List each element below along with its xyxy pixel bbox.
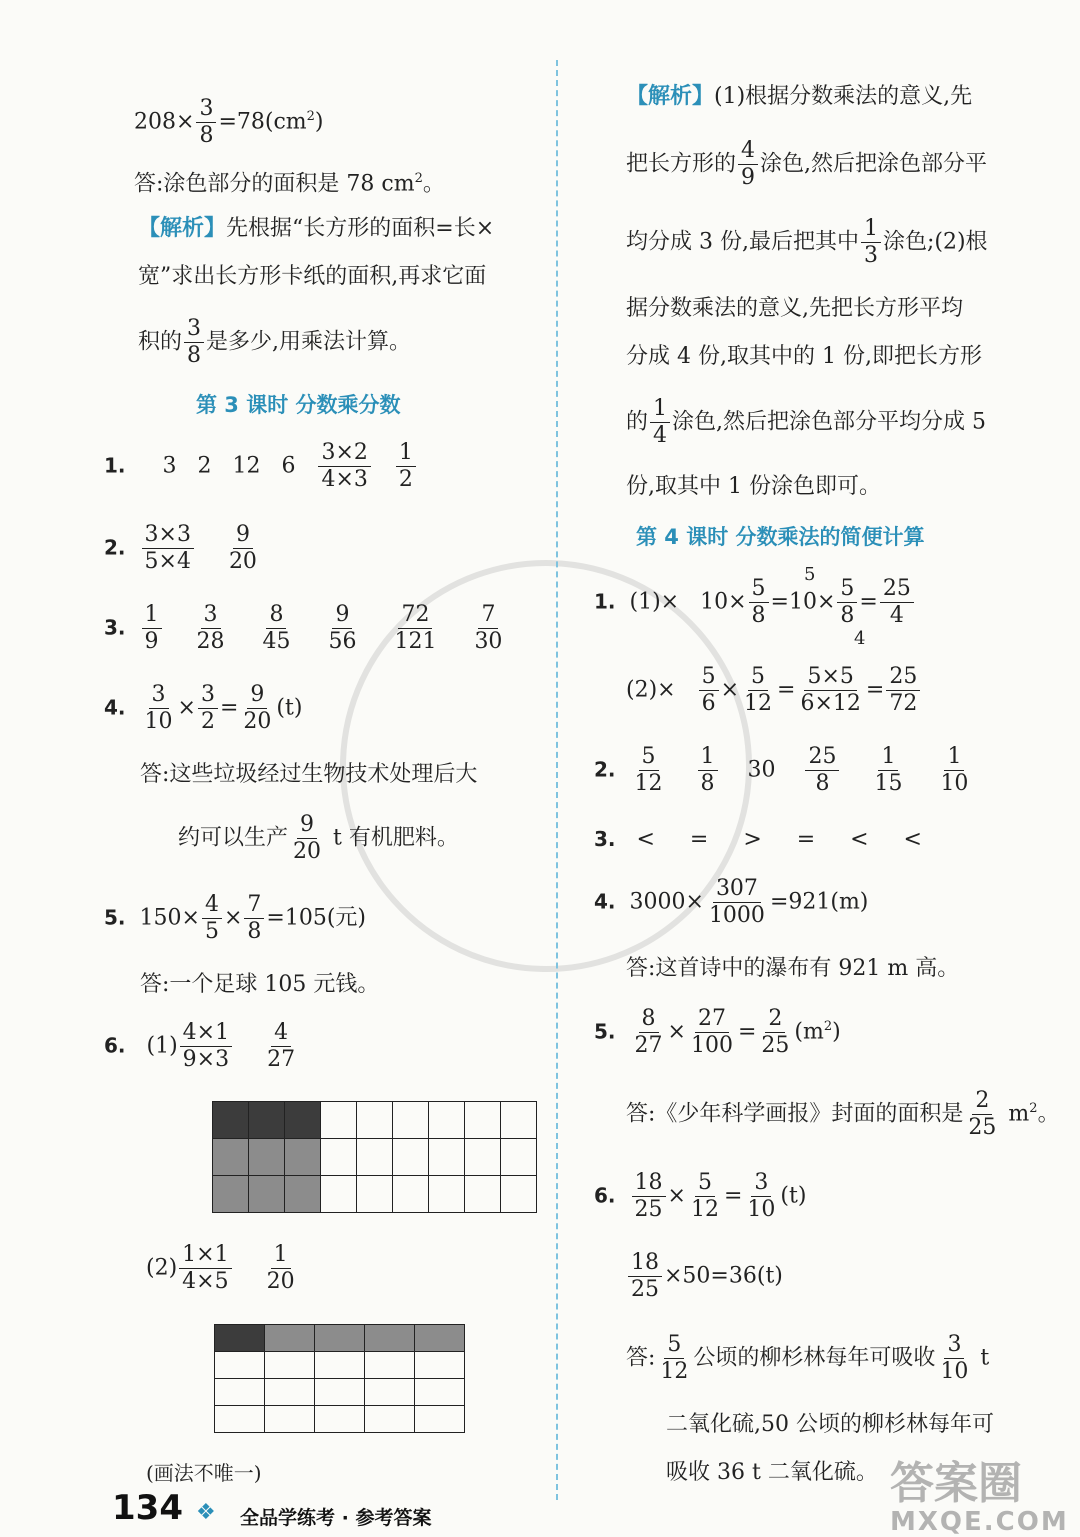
r3: 3. < = > = < < (594, 827, 922, 852)
site-watermark: 答案圈 MXQE.COM (890, 1458, 1069, 1537)
q3: 3. $\frac{1}{9}$ $\frac{3}{28}$ $\frac{8}{45}$ $\frac{9}{56}$ $\frac{72}{121}$ $\frac{7}{30}$ (104, 602, 507, 655)
r1-part1: 1. (1)× 10× $\frac{5}{8}$ =10× $\frac{5}{8}$ = $\frac{25}{4}$ (594, 576, 916, 629)
shading-grid-9x3 (212, 1101, 537, 1213)
r4: 4. 3000× $\frac{307}{1000}$ =921(m) (594, 876, 869, 928)
fraction: $\frac{7}{8}$ (244, 892, 264, 945)
r5: 5. $\frac{8}{27}$ × $\frac{27}{100}$ = $\frac{2}{25}$ $(m^2)$ (594, 1006, 841, 1058)
right-analysis-line4: 据分数乘法的意义,先把长方形平均 (626, 296, 963, 321)
r6-line1: 6. $\frac{18}{25}$ × $\frac{5}{12}$ = $\frac{3}{10}$ (t) (594, 1170, 807, 1222)
fraction: $\frac{5}{12}$ (660, 1332, 689, 1384)
fraction: $\frac{3}{8}$ (196, 96, 216, 149)
r5-answer: 答:《少年科学画报》封面的面积是 $\frac{2}{25}$ $m^2$。 (626, 1088, 1060, 1140)
shading-grid-5x4 (214, 1324, 465, 1433)
left-analysis-line3: 积的 $\frac{3}{8}$ 是多少,用乘法计算。 (138, 316, 412, 368)
fraction: $\frac{8}{27}$ (634, 1006, 663, 1058)
cancel-top: 5 (804, 564, 816, 585)
right-analysis-line7: 份,取其中 1 份涂色即可。 (626, 474, 881, 499)
fraction: $\frac{5}{12}$ (690, 1170, 719, 1222)
fraction: $\frac{5}{12}$ (634, 744, 663, 796)
fraction: $\frac{1\times 1}{4\times 5}$ (179, 1242, 231, 1295)
fraction: $\frac{3}{8}$ (184, 316, 204, 369)
fraction: $\frac{1}{20}$ (266, 1242, 295, 1294)
fraction: $\frac{18}{25}$ (628, 1250, 662, 1303)
fraction: $\frac{3}{28}$ (196, 602, 225, 654)
fraction: $\frac{8}{45}$ (262, 602, 291, 654)
fraction: $\frac{4}{27}$ (267, 1020, 296, 1072)
fraction: $\frac{4}{9}$ (738, 138, 758, 191)
fraction: $\frac{5}{8}$ (749, 576, 769, 629)
q4: 4. $\frac{3}{10}$ × $\frac{3}{2}$ = $\frac{9}{20}$ (t) (104, 682, 303, 734)
fraction: $\frac{5}{12}$ (744, 664, 773, 716)
lesson3-title: 第 3 课时 分数乘分数 (196, 393, 401, 417)
fraction: $\frac{4}{5}$ (202, 892, 222, 945)
r6-answer-line2: 二氧化硫,50 公顷的柳杉林每年可 (666, 1412, 994, 1437)
fraction: $\frac{9}{56}$ (328, 602, 357, 654)
page-number: 134 (112, 1488, 183, 1528)
q4-answer-line1: 答:这些垃圾经过生物技术处理后大 (140, 762, 478, 787)
fraction: $\frac{1}{15}$ (874, 744, 903, 796)
fraction: $\frac{5}{6}$ (699, 664, 719, 717)
diamond-icon: ❖ (196, 1500, 216, 1525)
fraction: $\frac{9}{20}$ (243, 682, 272, 734)
fraction: $\frac{307}{1000}$ (708, 876, 765, 928)
fraction: $\frac{1}{8}$ (698, 744, 718, 797)
area-calc: 208× $\frac{3}{8}$ $=78(cm^2)$ (134, 96, 324, 148)
area-answer: 答:涂色部分的面积是 78 $cm^2$。 (134, 171, 445, 197)
q2: 2. $\frac{3\times 3}{5\times 4}$ $\frac{9}{20}$ (104, 522, 262, 575)
fraction: $\frac{3}{10}$ (144, 682, 173, 734)
fraction: $\frac{1}{10}$ (940, 744, 969, 796)
r6-answer-line1: 答: $\frac{5}{12}$ 公顷的柳杉林每年可吸收 $\frac{3}{10}$ t (626, 1332, 990, 1384)
fraction: $\frac{1}{9}$ (142, 602, 162, 655)
left-analysis-line1: 【解析】先根据“长方形的面积=长× (138, 216, 495, 241)
r6-answer-line3: 吸收 36 t 二氧化硫。 (666, 1460, 878, 1485)
fraction: $\frac{9}{20}$ (228, 522, 257, 574)
fraction: $\frac{1}{4}$ (650, 396, 670, 449)
fraction: $\frac{5}{8}$ (837, 576, 857, 629)
fraction: $\frac{3\times 3}{5\times 4}$ (142, 522, 194, 575)
q6-part1: 6. (1) $\frac{4\times 1}{9\times 3}$ $\frac{4}{27}$ (104, 1020, 300, 1073)
fraction: $\frac{4\times 1}{9\times 3}$ (180, 1020, 232, 1073)
fraction: $\frac{3}{2}$ (198, 682, 218, 735)
fraction: $\frac{5\times 5}{6\times 12}$ (800, 664, 861, 716)
fraction: $\frac{9}{20}$ (293, 812, 322, 864)
fraction: $\frac{3}{10}$ (747, 1170, 776, 1222)
fraction: $\frac{25}{72}$ (886, 664, 920, 717)
right-analysis-line1: 【解析】(1)根据分数乘法的意义,先 (626, 84, 973, 109)
left-analysis-line2: 宽”求出长方形卡纸的面积,再求它面 (138, 264, 487, 289)
cancel-bottom: 4 (854, 628, 866, 649)
r1-part2: (2)× $\frac{5}{6}$ × $\frac{5}{12}$ = $\frac{5\times 5}{6\times 12}$ = $\frac{25}{72}$ (626, 664, 922, 717)
footer-title: 全品学练考 · 参考答案 (240, 1507, 432, 1529)
fraction: $\frac{18}{25}$ (632, 1170, 666, 1223)
column-divider (556, 60, 558, 1500)
q5-answer: 答:一个足球 105 元钱。 (140, 972, 380, 997)
r2: 2. $\frac{5}{12}$ $\frac{1}{8}$ 30 $\frac{25}{8}$ $\frac{1}{15}$ $\frac{1}{10}$ (594, 744, 973, 797)
fraction: $\frac{3}{10}$ (940, 1332, 969, 1384)
fraction: $\frac{25}{8}$ (805, 744, 839, 797)
fraction: $\frac{72}{121}$ (394, 602, 437, 654)
right-analysis-line5: 分成 4 份,取其中的 1 份,即把长方形 (626, 344, 982, 369)
fraction: $\frac{25}{4}$ (880, 576, 914, 629)
fraction: $\frac{2}{25}$ (761, 1006, 790, 1058)
fraction: $\frac{3\times 2}{4\times 3}$ (318, 440, 370, 493)
fraction: $\frac{1}{2}$ (396, 440, 416, 493)
q6-part2: (2) $\frac{1\times 1}{4\times 5}$ $\frac{1}{20}$ (146, 1242, 300, 1295)
r6-line2: $\frac{18}{25}$ ×50=36(t) (626, 1250, 783, 1303)
q5: 5. 150× $\frac{4}{5}$ × $\frac{7}{8}$ =105(元) (104, 892, 366, 944)
fraction: $\frac{27}{100}$ (690, 1006, 733, 1058)
fraction: $\frac{1}{3}$ (861, 216, 881, 269)
lesson4-title: 第 4 课时 分数乘法的简便计算 (636, 525, 925, 549)
right-analysis-line6: 的 $\frac{1}{4}$ 涂色,然后把涂色部分平均分成 5 (626, 396, 986, 448)
q1: 1. 3 2 12 6 $\frac{3\times 2}{4\times 3}$ $\frac{1}{2}$ (104, 440, 418, 493)
r4-answer: 答:这首诗中的瀑布有 921 m 高。 (626, 956, 960, 981)
fraction: $\frac{2}{25}$ (968, 1088, 997, 1140)
fraction: $\frac{7}{30}$ (474, 602, 503, 654)
right-analysis-line3: 均分成 3 份,最后把其中 $\frac{1}{3}$ 涂色;(2)根 (626, 216, 988, 268)
drawing-note: (画法不唯一) (146, 1461, 262, 1485)
right-analysis-line2: 把长方形的 $\frac{4}{9}$ 涂色,然后把涂色部分平 (626, 138, 988, 190)
q4-answer-line2: 约可以生产 $\frac{9}{20}$ t 有机肥料。 (178, 812, 459, 864)
